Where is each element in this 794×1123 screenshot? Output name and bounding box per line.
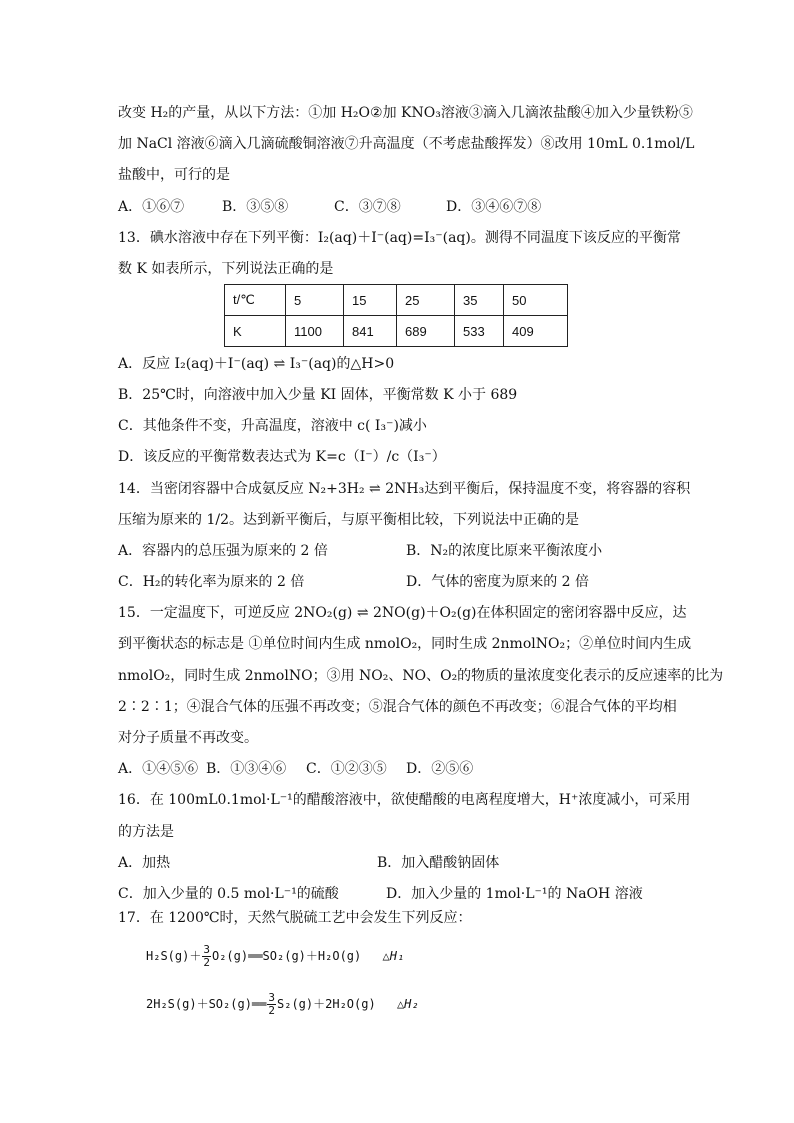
- q14-option-c: C．H₂的转化率为原来的 2 倍: [118, 574, 305, 590]
- table-row: [225, 285, 568, 316]
- table-cell: 841: [344, 316, 397, 347]
- q17-line-1: 17．在 1200℃时，天然气脱硫工艺中会发生下列反应：: [118, 910, 472, 926]
- q15-option-c: C．①②③⑤: [306, 761, 387, 777]
- q14-option-d: D．气体的密度为原来的 2 倍: [406, 574, 590, 590]
- eq2-fraction: [267, 992, 276, 1017]
- table-cell: 533: [455, 316, 504, 347]
- table-cell: t/℃: [225, 285, 286, 316]
- eq1-numerator: 3: [203, 943, 210, 956]
- q12-option-c: C．③⑦⑧: [334, 199, 401, 215]
- eq1-enthalpy: △H₁: [382, 949, 405, 963]
- table-cell: 409: [504, 316, 568, 347]
- table-cell: 35: [455, 285, 504, 316]
- eq1-left: H₂S(g)＋: [146, 949, 202, 963]
- q12-option-b: B．③⑤⑧: [222, 199, 289, 215]
- q12-line-2: 加 NaCl 溶液⑥滴入几滴硫酸铜溶液⑦升高温度（不考虑盐酸挥发）⑧改用 10mL 0.1mol/L: [118, 136, 695, 152]
- q13-option-b: B．25℃时，向溶液中加入少量 KI 固体，平衡常数 K 小于 689: [118, 387, 518, 403]
- eq2-left: 2H₂S(g)＋SO₂(g)══: [146, 997, 267, 1011]
- eq2-enthalpy: △H₂: [396, 997, 419, 1011]
- table-cell: 50: [504, 285, 568, 316]
- q16-option-b: B．加入醋酸钠固体: [377, 855, 500, 871]
- eq2-right: S₂(g)＋2H₂O(g): [277, 997, 376, 1011]
- q16-line-2: 的方法是: [118, 824, 174, 840]
- q14-option-b: B．N₂的浓度比原来平衡浓度小: [406, 543, 603, 559]
- table-cell: 1100: [286, 316, 344, 347]
- q15-option-b: B．①③④⑥: [206, 761, 287, 777]
- eq1-fraction: [202, 944, 211, 969]
- q15-line-5: 对分子质量不再改变。: [118, 730, 258, 746]
- equation-1: [146, 942, 404, 970]
- table-cell: K: [225, 316, 286, 347]
- table-cell: 15: [344, 285, 397, 316]
- q13-option-d: D．该反应的平衡常数表达式为 K=c（I⁻）/c（I₃⁻）: [118, 449, 446, 465]
- eq2-numerator: 3: [268, 991, 275, 1004]
- q16-option-c: C．加入少量的 0.5 mol·L⁻¹的硫酸: [118, 886, 339, 902]
- q14-line-1: 14．当密闭容器中合成氨反应 N₂+3H₂ ⇌ 2NH₃达到平衡后，保持温度不变，将容器的容积: [118, 481, 691, 497]
- q14-line-2: 压缩为原来的 1/2。达到新平衡后，与原平衡相比较，下列说法中正确的是: [118, 512, 579, 528]
- q13-option-a: A．反应 I₂(aq)＋I⁻(aq) ⇌ I₃⁻(aq)的△H>0: [118, 356, 395, 372]
- table-cell: 25: [397, 285, 455, 316]
- q14-option-a: A．容器内的总压强为原来的 2 倍: [118, 543, 328, 559]
- eq1-denominator: 2: [203, 956, 210, 969]
- equilibrium-constant-table: [224, 284, 568, 347]
- q15-line-4: 2∶2∶1；④混合气体的压强不再改变；⑤混合气体的颜色不再改变；⑥混合气体的平均相: [118, 699, 677, 715]
- table-cell: 5: [286, 285, 344, 316]
- q15-line-3: nmolO₂，同时生成 2nmolNO；③用 NO₂、NO、O₂的物质的量浓度变化表示的反应速率的比为: [118, 668, 724, 684]
- q16-option-d: D．加入少量的 1mol·L⁻¹的 NaOH 溶液: [386, 886, 643, 902]
- table-cell: 689: [397, 316, 455, 347]
- q15-line-1: 15．一定温度下，可逆反应 2NO₂(g) ⇌ 2NO(g)＋O₂(g)在体积固定的密闭容器中反应，达: [118, 605, 687, 621]
- eq2-denominator: 2: [268, 1004, 275, 1017]
- q13-line-1: 13．碘水溶液中存在下列平衡：I₂(aq)＋I⁻(aq)=I₃⁻(aq)。测得不同温度下该反应的平衡常: [118, 230, 681, 246]
- q15-option-a: A．①④⑤⑥: [118, 761, 199, 777]
- q12-line-1: 改变 H₂的产量，从以下方法：①加 H₂O②加 KNO₃溶液③滴入几滴浓盐酸④加入少量铁粉⑤: [118, 105, 693, 121]
- q12-line-3: 盐酸中，可行的是: [118, 167, 230, 183]
- q15-line-2: 到平衡状态的标志是 ①单位时间内生成 nmolO₂，同时生成 2nmolNO₂；②单位时间内生成: [118, 636, 692, 652]
- q12-option-a: A．①⑥⑦: [118, 199, 185, 215]
- equation-2: [146, 990, 419, 1018]
- q16-option-a: A．加热: [118, 855, 171, 871]
- eq1-right: O₂(g)══SO₂(g)＋H₂O(g): [211, 949, 362, 963]
- q13-option-c: C．其他条件不变，升高温度，溶液中 c( I₃⁻)减小: [118, 418, 427, 434]
- q12-option-d: D．③④⑥⑦⑧: [446, 199, 542, 215]
- q16-line-1: 16．在 100mL0.1mol·L⁻¹的醋酸溶液中，欲使醋酸的电离程度增大，H⁺浓度减小，可采用: [118, 792, 691, 808]
- q15-option-d: D．②⑤⑥: [406, 761, 474, 777]
- table-row: [225, 316, 568, 347]
- q13-line-2: 数 K 如表所示，下列说法正确的是: [118, 261, 334, 277]
